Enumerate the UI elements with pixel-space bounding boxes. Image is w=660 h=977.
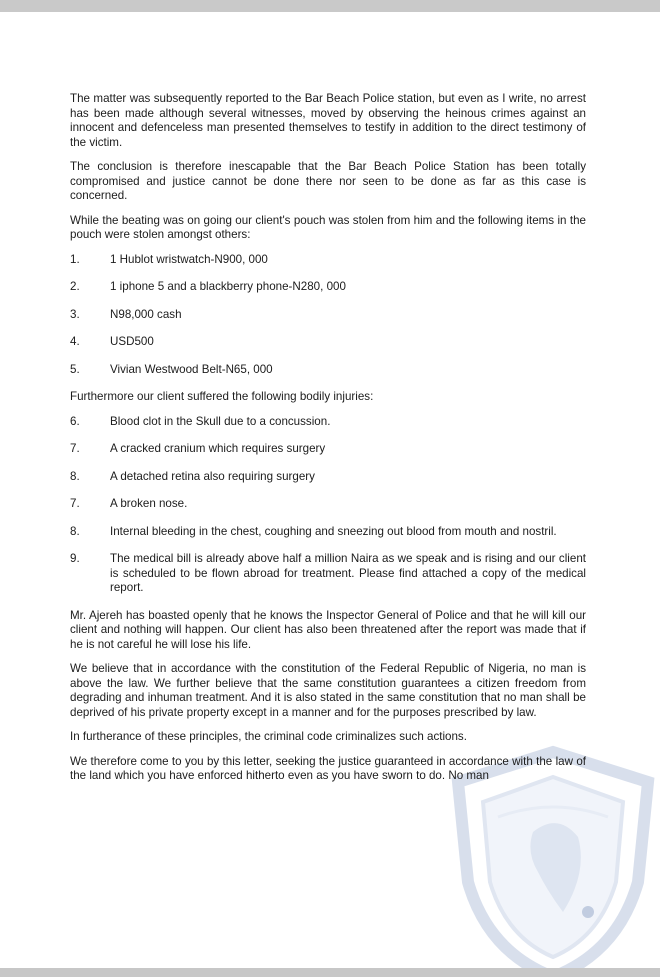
- list-item-number: 7.: [70, 497, 80, 510]
- injuries-list: [70, 415, 586, 596]
- list-item: [70, 497, 586, 512]
- paragraph-request: We therefore come to you by this letter, seeking the justice guaranteed in accordance with the law of the land which you have enforced hitherto even as you have sworn to do. No man: [70, 754, 586, 782]
- list-item-number: 8.: [70, 469, 80, 483]
- list-item-number: 8.: [70, 524, 80, 538]
- list-item: [70, 308, 586, 323]
- list-item-text: The medical bill is already above half a million Naira as we speak and is rising and our client is scheduled to be flown abroad for treatment. Please find attached a copy of the medical report.: [110, 552, 586, 594]
- list-item-number: 5.: [70, 362, 80, 376]
- list-item: [70, 363, 586, 378]
- paragraph-criminal-code: In furtherance of these principles, the criminal code criminalizes such actions.: [70, 730, 467, 743]
- list-item-number: 2.: [70, 280, 80, 293]
- list-item-text: A broken nose.: [110, 497, 188, 510]
- paragraph-constitution: We believe that in accordance with the constitution of the Federal Republic of Nigeria, no man is above the law. We further believe that the same constitution guarantees a citizen freedom from degrading and inhuman treatment. And it is also stated in the same constitution that no man shall be deprived of his private property except in a manner and for the purposes prescribed by law.: [70, 662, 586, 719]
- list-item: [70, 525, 586, 540]
- list-item: [70, 335, 586, 350]
- paragraph-conclusion: The conclusion is therefore inescapable that the Bar Beach Police Station has been totally compromised and justice cannot be done there nor seen to be done as far as this case is concerned.: [70, 160, 586, 202]
- list-item-text: Blood clot in the Skull due to a concussion.: [110, 414, 331, 428]
- letter-body: [70, 92, 586, 794]
- list-item-text: 1 iphone 5 and a blackberry phone-N280, 000: [110, 280, 346, 293]
- list-item-text: N98,000 cash: [110, 307, 182, 321]
- list-item-text: USD500: [110, 335, 154, 348]
- list-item-number: 6.: [70, 414, 80, 428]
- list-item-text: 1 Hublot wristwatch-N900, 000: [110, 252, 268, 266]
- document-page: [0, 12, 660, 968]
- list-item-number: 7.: [70, 442, 80, 455]
- list-item-number: 1.: [70, 252, 80, 266]
- list-item: [70, 552, 586, 596]
- bottom-frame-bar: [0, 968, 660, 977]
- list-item-text: Vivian Westwood Belt-N65, 000: [110, 362, 273, 376]
- list-item-text: Internal bleeding in the chest, coughing and sneezing out blood from mouth and nostril.: [110, 524, 557, 538]
- list-item-number: 4.: [70, 335, 80, 348]
- list-item: [70, 253, 586, 268]
- list-item-text: A cracked cranium which requires surgery: [110, 442, 326, 455]
- list-item-number: 3.: [70, 307, 80, 321]
- top-frame-bar: [0, 0, 660, 12]
- list-item: [70, 280, 586, 295]
- list-item: [70, 415, 586, 430]
- list-item-text: A detached retina also requiring surgery: [110, 469, 315, 483]
- list-item: [70, 442, 586, 457]
- paragraph-injuries-intro: Furthermore our client suffered the following bodily injuries:: [70, 390, 374, 403]
- paragraph-pouch: While the beating was on going our client's pouch was stolen from him and the following items in the pouch were stolen amongst others:: [70, 213, 586, 241]
- paragraph-threat: Mr. Ajereh has boasted openly that he knows the Inspector General of Police and that he will kill our client and nothing will happen. Our client has also been threatened after the report was made that if he is not careful he will lose his life.: [70, 608, 586, 651]
- list-item: [70, 470, 586, 485]
- list-item-number: 9.: [70, 552, 80, 565]
- paragraph-report: The matter was subsequently reported to the Bar Beach Police station, but even as I write, no arrest has been made although several witnesses, moved by observing the heinous crimes against an innocent and defenceless man presented themselves to testify in addition to the direct testimony of the victim.: [70, 92, 586, 149]
- stolen-items-list: [70, 253, 586, 378]
